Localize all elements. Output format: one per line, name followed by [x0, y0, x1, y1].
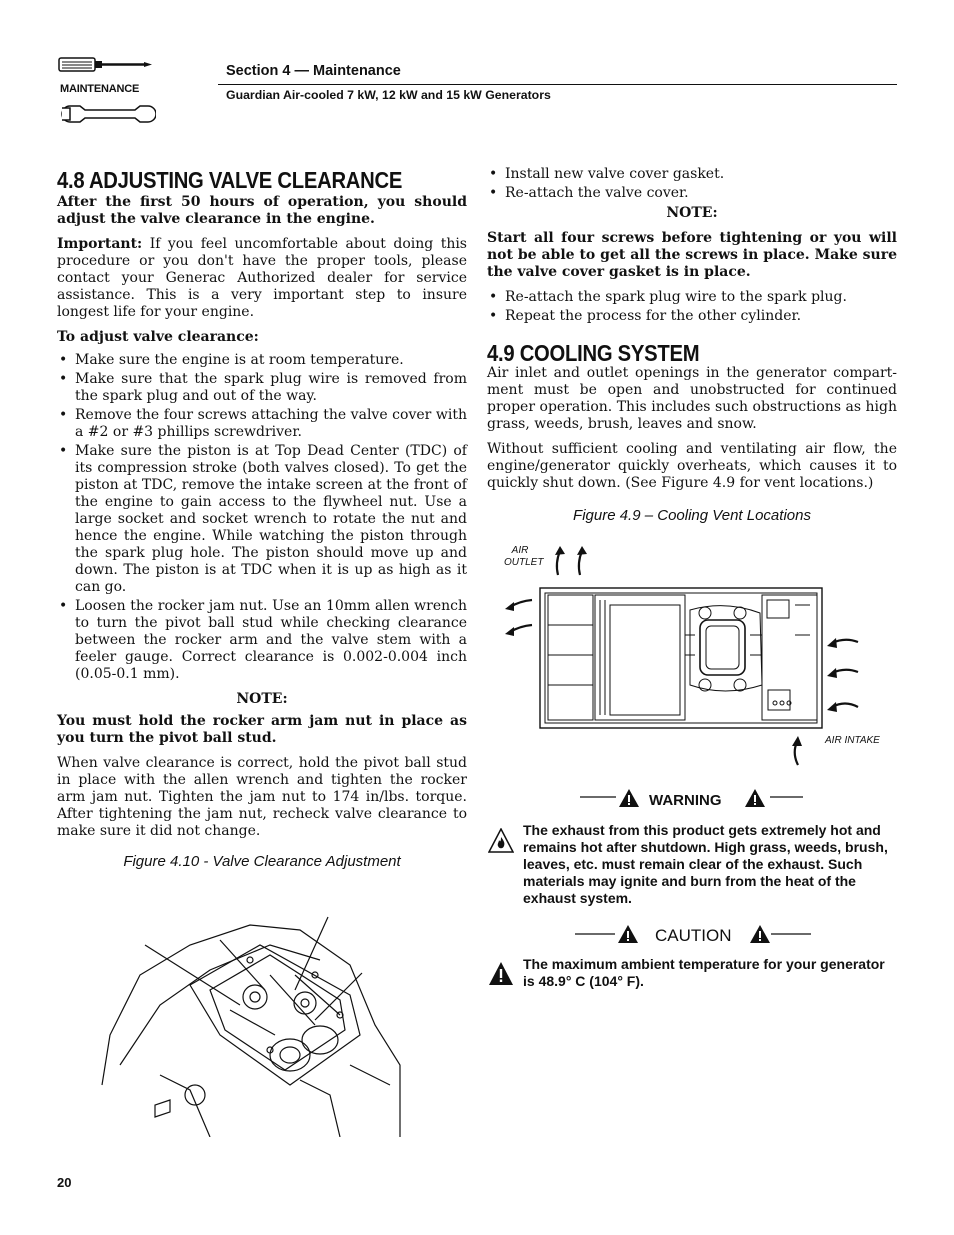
steps-continued-list: [487, 166, 897, 202]
left-column: [57, 166, 467, 848]
section-heading-4-9: 4.9 COOLING SYSTEM: [487, 340, 700, 366]
warning-triangle-icon: [744, 788, 766, 808]
note-text: You must hold the rocker arm jam nut in place as you turn the pivot ball stud.: [57, 713, 467, 746]
list-item: • Loosen the rocker jam nut. Use an 10mm allen wrench to turn the pivot ball stud while checking clearance between the rocker arm and the valve stem with a feeler gauge. Correct clearance is 0.002-0.004 inch (0.05-0.1 mm).: [57, 598, 467, 683]
procedure-title: To adjust valve clearance:: [57, 329, 259, 345]
document-subtitle: Guardian Air-cooled 7 kW, 12 kW and 15 kW Generators: [226, 88, 551, 102]
procedure-list: [57, 352, 467, 683]
section-title: Section 4 — Maintenance: [226, 63, 401, 79]
generator-enclosure-illustration: [500, 545, 870, 770]
intro-paragraph: After the first 50 hours of operation, you should adjust the valve clearance in the engine.: [57, 194, 467, 227]
warning-triangle-icon: [618, 788, 640, 808]
caution-header: [575, 922, 815, 948]
after-paragraph: When valve clearance is correct, hold the pivot ball stud in place with the allen wrench and tighten the rocker arm jam nut. Tighten the jam nut to 174 in/lbs. torque. After tightening the jam nut, recheck valve clearance to make sure it did not change.: [57, 755, 467, 839]
warning-text: The exhaust from this product gets extremely hot and remains hot after shutdown. High grass, weeds, brush, leaves, etc. must remain clear of the exhaust. Such materials may ignite and burn from the heat of the exhaust system.: [523, 822, 888, 906]
valve-clearance-figure: [100, 915, 405, 1137]
header-rule: [218, 84, 897, 85]
fire-hazard-icon: [488, 828, 514, 854]
list-item: • Re-attach the spark plug wire to the spark plug.: [487, 289, 897, 306]
important-label: Important:: [57, 236, 143, 252]
caution-exclamation-icon: [488, 961, 514, 987]
air-outlet-label-line-1: AIR: [511, 545, 529, 556]
figure-4-10-caption: Figure 4.10 - Valve Clearance Adjustment: [123, 853, 401, 870]
important-paragraph: [57, 236, 467, 321]
engine-cylinder-head-illustration: [100, 915, 405, 1137]
warning-header: [580, 786, 805, 812]
list-item: • Repeat the process for the other cylinder.: [487, 308, 897, 325]
caution-title: CAUTION: [655, 926, 732, 945]
note-label: NOTE:: [236, 691, 288, 707]
page-number: 20: [57, 1175, 72, 1190]
logo-label: MAINTENANCE: [60, 83, 140, 95]
list-item: • Install new valve cover gasket.: [487, 166, 897, 183]
section-heading-4-8: 4.8 ADJUSTING VALVE CLEARANCE: [57, 167, 403, 193]
air-outlet-label-line-2: OUTLET: [504, 557, 544, 568]
steps-final-list: [487, 289, 897, 325]
list-item: • Make sure the piston is at Top Dead Center (TDC) of its compression stroke (both valves closed). To get the piston at TDC, remove the intake screen at the front of the engine to gain access to the flywheel nut. Use a large socket and socket wrench to rotate the nut and hence the engine. While watching the piston through the spark plug hole. The piston should move up and down. The piston is at TDC when it is up as high as it can go.: [57, 443, 467, 596]
figure-4-9-caption: Figure 4.9 – Cooling Vent Locations: [573, 507, 811, 524]
air-intake-label: AIR INTAKE: [825, 735, 880, 746]
cooling-vent-figure: [500, 545, 870, 770]
note-label-right: NOTE:: [666, 205, 718, 221]
caution-text: The maximum ambient temperature for your generator is 48.9° C (104° F).: [523, 956, 885, 989]
right-column: [487, 166, 897, 500]
cooling-paragraph-2: Without sufficient cooling and ventilating air flow, the engine/generator quickly overheats, which causes it to quickly shut down. (See Figure 4.9 for vent locations.): [487, 441, 897, 491]
warning-title: WARNING: [649, 792, 722, 809]
list-item: • Make sure that the spark plug wire is removed from the spark plug and out of the way.: [57, 371, 467, 405]
cooling-paragraph-1: Air inlet and outlet openings in the generator compart-ment must be open and unobstructed for continued proper operation. This includes such obstructions as high grass, weeds, brush, leaves and snow.: [487, 365, 897, 432]
caution-triangle-icon: [749, 924, 771, 944]
list-item: • Make sure the engine is at room temperature.: [57, 352, 467, 369]
note-text-right: Start all four screws before tightening or you will not be able to get all the screws in place. Make sure the valve cover gasket is in place.: [487, 230, 897, 280]
list-item: • Re-attach the valve cover.: [487, 185, 897, 202]
important-text: If you feel uncomfortable about doing this procedure or you don't have the proper tools, please contact your Generac Authorized dealer for service assistance. This is a very important step to insure longest life for your engine.: [57, 236, 467, 320]
list-item: • Remove the four screws attaching the valve cover with a #2 or #3 phillips screwdriver.: [57, 407, 467, 441]
caution-triangle-icon: [617, 924, 639, 944]
